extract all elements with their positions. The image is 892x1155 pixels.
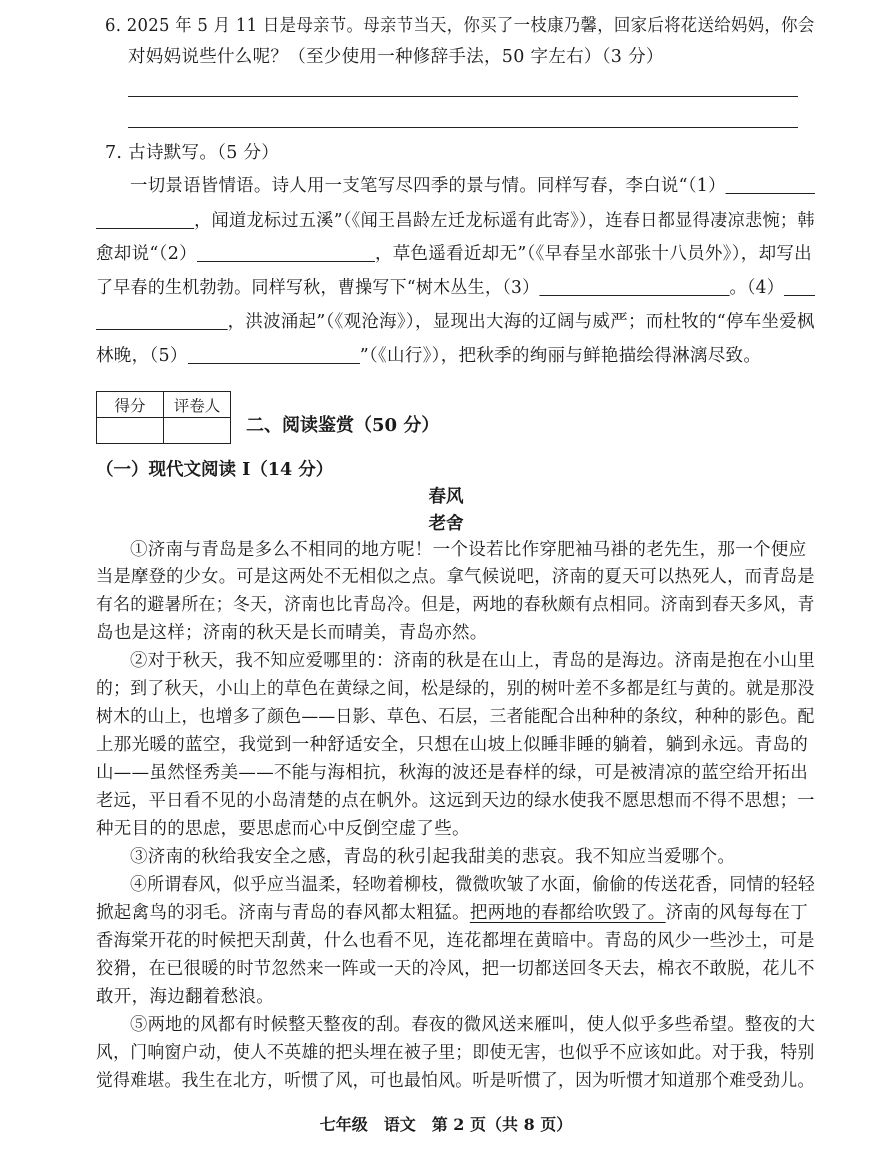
q7-line4 bbox=[96, 276, 815, 300]
q7-text: 林晚，（5） bbox=[96, 346, 188, 366]
q7-line3 bbox=[96, 242, 812, 266]
blank-5 bbox=[188, 345, 360, 364]
section-title: 二、阅读鉴赏（50 分） bbox=[246, 415, 440, 436]
q6-line1: 6. 2025 年 5 月 11 日是母亲节。母亲节当天，你买了一枝康乃馨，回家后将花送给妈妈，你会 bbox=[105, 16, 815, 36]
underlined-sentence: 把两地的春都给吹毁了。 bbox=[469, 903, 666, 923]
article-line: 觉得难堪。我生在北方，听惯了风，可也最怕风。听是听惯了，因为听惯才知道那个难受劲儿。 bbox=[96, 1071, 815, 1091]
score-table bbox=[96, 391, 231, 444]
article-title: 春风 bbox=[428, 487, 464, 507]
article-author: 老舍 bbox=[428, 514, 464, 534]
q7-text: 一切景语皆情语。诗人用一支笔写尽四季的景与情。同样写春，李白说“（1） bbox=[130, 176, 726, 196]
q7-title: 7. 古诗默写。（5 分） bbox=[105, 143, 280, 163]
article-line: 种无目的的思虑，要思虑而心中反倒空虚了些。 bbox=[96, 819, 470, 839]
q7-text: ，洪波涌起”（《观沧海》），显现出大海的辽阔与威严；而杜牧的“停车坐爱枫 bbox=[227, 312, 815, 332]
article-line: ④所谓春风，似乎应当温柔，轻吻着柳枝，微微吹皱了水面，偷偷的传送花香，同情的轻轻 bbox=[130, 875, 815, 895]
article-line bbox=[96, 901, 808, 925]
article-line: 的；到了秋天，小山上的草色在黄绿之间，松是绿的，别的树叶差不多都是红与黄的。就是那没 bbox=[96, 679, 815, 699]
q7-text: 愈却说“（2） bbox=[96, 244, 197, 264]
article-line: ③济南的秋给我安全之感，青岛的秋引起我甜美的悲哀。我不知应当爱哪个。 bbox=[130, 847, 736, 867]
article-line: ⑤两地的风都有时候整天整夜的刮。春夜的微风送来雁叫，使人似乎多些希望。整夜的大 bbox=[130, 1015, 816, 1035]
grader-header: 评卷人 bbox=[164, 392, 231, 418]
q7-text: 。（4） bbox=[729, 278, 784, 298]
blank-3 bbox=[539, 277, 729, 296]
article-text: 掀起禽鸟的羽毛。济南与青岛的春风都太粗猛。 bbox=[96, 903, 470, 923]
q7-line5 bbox=[96, 310, 815, 334]
article-line: 山——虽然怪秀美——不能与海相抗，秋海的波还是春样的绿，可是被清凉的蓝空给开拓出 bbox=[96, 763, 808, 783]
article-line: 岛也是这样；济南的秋天是长而晴美，青岛亦然。 bbox=[96, 623, 488, 643]
q7-line2 bbox=[96, 209, 815, 233]
article-line: 有名的避暑所在；冬天，济南也比青岛冷。但是，两地的春秋颇有点相同。济南到春天多风，青 bbox=[96, 595, 815, 615]
article-line: 香海棠开花的时候把天刮黄，什么也看不见，连花都埋在黄暗中。青岛的风少一些沙土，可是 bbox=[96, 931, 815, 951]
article-line: 树木的山上，也增多了颜色——日影、草色、石层，三者能配合出种种的条纹，种种的影色。配 bbox=[96, 707, 815, 727]
q7-text: ”（《山行》），把秋季的绚丽与鲜艳描绘得淋漓尽致。 bbox=[359, 346, 762, 366]
blank-2 bbox=[197, 243, 375, 262]
page-footer: 七年级 语文 第 2 页（共 8 页） bbox=[319, 1115, 573, 1134]
blank-4b bbox=[96, 311, 228, 330]
article-text: 济南的风每每在丁 bbox=[665, 903, 809, 923]
article-line: 敢开，海边翻着愁浪。 bbox=[96, 987, 274, 1007]
article-line: 上那光暖的蓝空，我觉到一种舒适安全，只想在山坡上似睡非睡的躺着，躺到永远。青岛的 bbox=[96, 735, 808, 755]
score-header: 得分 bbox=[97, 392, 164, 418]
article-line: 老远，平日看不见的小岛清楚的点在帆外。这远到天边的绿水使我不愿思想而不得不思想；一 bbox=[96, 791, 815, 811]
blank-1b bbox=[96, 210, 194, 229]
article-line: ①济南与青岛是多么不相同的地方呢！一个设若比作穿肥袖马褂的老先生，那一个便应 bbox=[130, 540, 807, 560]
q7-text: ，闻道龙标过五溪”（《闻王昌龄左迁龙标遥有此寄》），连春日都显得凄凉悲惋；韩 bbox=[194, 211, 815, 231]
blank-4a bbox=[784, 277, 815, 296]
answer-line-1 bbox=[128, 96, 798, 97]
article-line: 风，门响窗户动，使人不英雄的把头埋在被子里；即使无害，也似乎不应该如此。对于我，特别 bbox=[96, 1043, 815, 1063]
grader-cell[interactable] bbox=[164, 418, 231, 444]
q7-text: ，草色遥看近却无”（《早春呈水部张十八员外》），却写出 bbox=[374, 244, 812, 264]
q6-line2: 对妈妈说些什么呢？（至少使用一种修辞手法，50 字左右）（3 分） bbox=[128, 47, 664, 67]
q7-line6 bbox=[96, 344, 761, 368]
subsection-title: （一）现代文阅读 Ⅰ（14 分） bbox=[96, 460, 334, 480]
q7-line1 bbox=[130, 174, 815, 198]
answer-line-2 bbox=[128, 127, 798, 128]
article-line: ②对于秋天，我不知应爱哪里的：济南的秋是在山上，青岛的是海边。济南是抱在小山里 bbox=[130, 651, 816, 671]
article-line: 狡猾，在已很暖的时节忽然来一阵或一天的冷风，把一切都送回冬天去，棉衣不敢脱，花儿不 bbox=[96, 959, 815, 979]
article-line: 当是摩登的少女。可是这两处不无相似之点。拿气候说吧，济南的夏天可以热死人，而青岛是 bbox=[96, 567, 815, 587]
blank-1a bbox=[726, 175, 815, 194]
q7-text: 了早春的生机勃勃。同样写秋，曹操写下“树木丛生，（3） bbox=[96, 278, 540, 298]
score-cell[interactable] bbox=[97, 418, 164, 444]
